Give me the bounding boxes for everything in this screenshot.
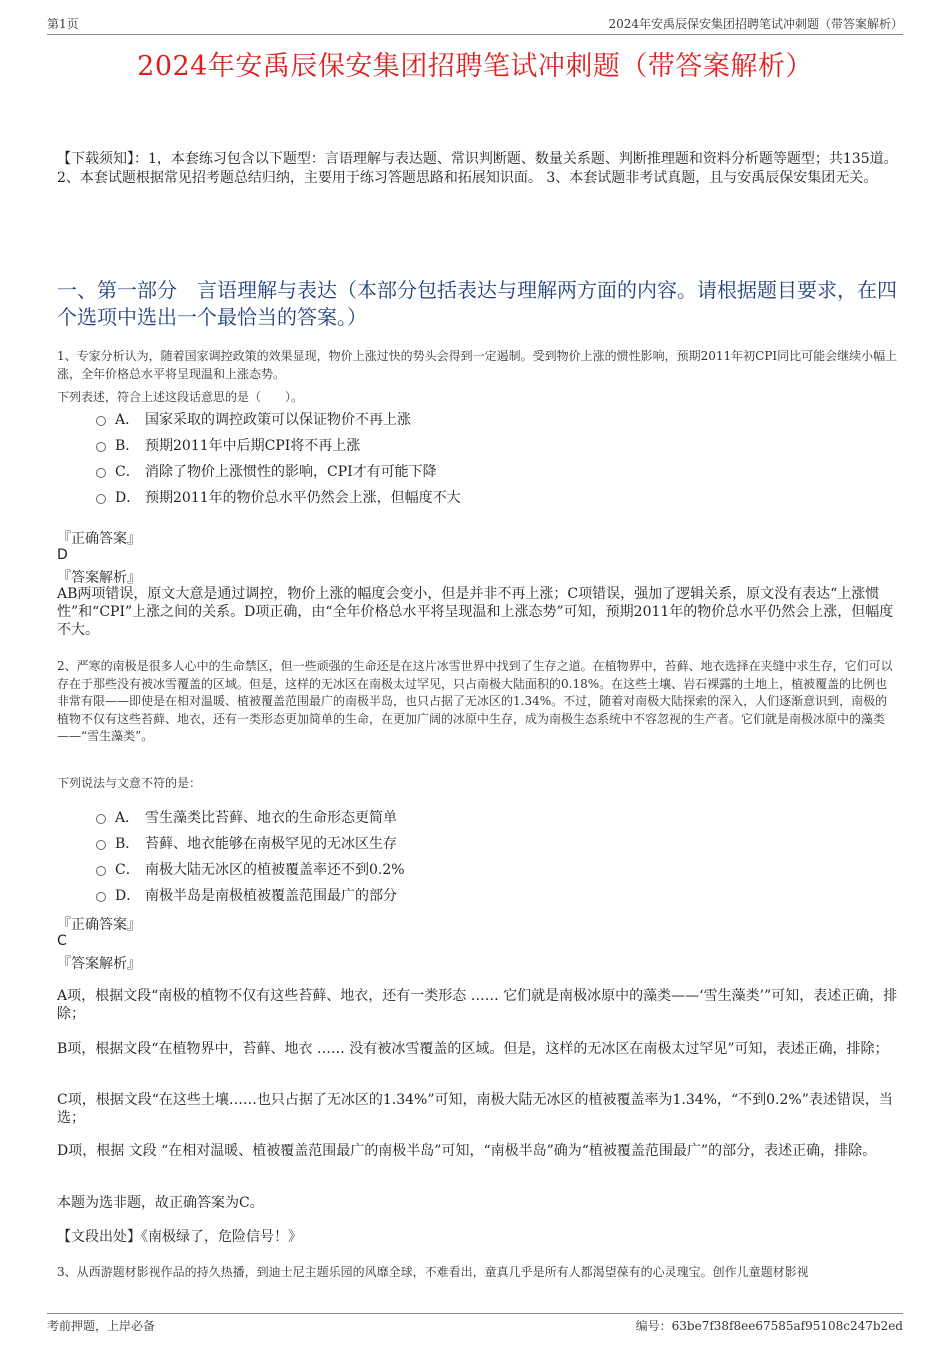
radio-icon[interactable] bbox=[96, 814, 106, 824]
question-2-ask: 下列说法与文意不符的是： bbox=[57, 776, 202, 790]
radio-icon[interactable] bbox=[96, 416, 106, 426]
page-number: 第1页 bbox=[47, 17, 79, 31]
analysis-label: 『答案解析』 bbox=[57, 570, 141, 586]
document-title: 2024年安禹辰保安集团招聘笔试冲刺题（带答案解析） bbox=[137, 51, 813, 82]
passage-source: 【文段出处】《南极绿了，危险信号！》 bbox=[57, 1229, 302, 1245]
analysis-conclusion: 本题为选非题，故正确答案为C。 bbox=[57, 1195, 264, 1211]
analysis-item-d: D项，根据 文段 “在相对温暖、植被覆盖范围最广的南极半岛”可知，“南极半岛”确为“植被覆盖范围最广”的部分，表述正确，排除。 bbox=[57, 1143, 877, 1159]
question-3-stem: 3、从西游题材影视作品的持久热播，到迪士尼主题乐园的风靡全球，不难看出，童真几乎是所有人都渴望葆有的心灵瑰宝。创作儿童题材影视 bbox=[57, 1265, 809, 1279]
radio-icon[interactable] bbox=[96, 840, 106, 850]
section-heading: 一、第一部分 言语理解与表达（本部分包括表达与理解两方面的内容。请根据题目要求，在四个选项中选出一个最恰当的答案。） bbox=[57, 278, 897, 329]
answer-value: D bbox=[57, 547, 68, 563]
answer-value: C bbox=[57, 933, 67, 949]
analysis-item-c: C项，根据文段“在这些土壤……也只占据了无冰区的1.34%”可知，南极大陆无冰区的植被覆盖率为1.34%，“不到0.2%”表述错误，当选； bbox=[57, 1092, 893, 1126]
option-b[interactable]: B． 苔藓、地衣能够在南极罕见的无冰区生存 bbox=[96, 830, 405, 856]
radio-icon[interactable] bbox=[96, 442, 106, 452]
option-a[interactable]: A． 国家采取的调控政策可以保证物价不再上涨 bbox=[96, 406, 461, 432]
footer-slogan: 考前押题，上岸必备 bbox=[47, 1319, 156, 1333]
answer-label: 『正确答案』 bbox=[57, 917, 141, 933]
analysis-label: 『答案解析』 bbox=[57, 956, 141, 972]
option-c[interactable]: C． 南极大陆无冰区的植被覆盖率还不到0.2% bbox=[96, 856, 405, 882]
question-1-options bbox=[96, 406, 461, 510]
option-b[interactable]: B． 预期2011年中后期CPI将不再上涨 bbox=[96, 432, 461, 458]
footer-serial: 编号：63be7f38f8ee67585af95108c247b2ed bbox=[635, 1319, 903, 1333]
radio-icon[interactable] bbox=[96, 866, 106, 876]
question-1-stem: 1、专家分析认为，随着国家调控政策的效果显现，物价上涨过快的势头会得到一定遏制。受到物价上涨的惯性影响，预期2011年初CPI同比可能会继续小幅上涨，全年价格总水平将呈现温和上涨态势。 bbox=[57, 349, 898, 381]
analysis-item-a: A项，根据文段“南极的植物不仅有这些苔藓、地衣，还有一类形态 …… 它们就是南极冰原中的藻类——‘雪生藻类’”可知，表述正确，排除； bbox=[57, 988, 898, 1022]
radio-icon[interactable] bbox=[96, 494, 106, 504]
option-c[interactable]: C． 消除了物价上涨惯性的影响，CPI才有可能下降 bbox=[96, 458, 461, 484]
answer-label: 『正确答案』 bbox=[57, 531, 141, 547]
download-notice: 【下载须知】：1，本套练习包含以下题型：言语理解与表达题、常识判断题、数量关系题、判断推理题和资料分析题等题型；共135道。 2、本套试题根据常见招考题总结归纳，主要用于练习答题思路和拓展知识面。 3、本套试题非考试真题，且与安禹辰保安集团无关。 bbox=[57, 151, 898, 186]
page-header bbox=[47, 14, 903, 35]
option-d[interactable]: D． 预期2011年的物价总水平仍然会上涨，但幅度不大 bbox=[96, 484, 461, 510]
analysis-text: AB两项错误，原文大意是通过调控，物价上涨的幅度会变小，但是并非不再上涨；C项错误，强加了逻辑关系，原文没有表达“上涨惯性”和“CPI”上涨之间的关系。D项正确，由“全年价格总水平将呈现温和上涨态势”可知，预期2011年的物价总水平仍然会上涨，但幅度不大。 bbox=[57, 586, 894, 638]
question-1-ask: 下列表述，符合上述这段话意思的是（ ）。 bbox=[57, 390, 304, 404]
page-footer bbox=[47, 1313, 903, 1335]
option-a[interactable]: A． 雪生藻类比苔藓、地衣的生命形态更简单 bbox=[96, 804, 405, 830]
header-doc-title: 2024年安禹辰保安集团招聘笔试冲刺题（带答案解析） bbox=[608, 17, 903, 31]
analysis-item-b: B项，根据文段“在植物界中，苔藓、地衣 …… 没有被冰雪覆盖的区域。但是，这样的无冰区在南极太过罕见”可知，表述正确，排除； bbox=[57, 1041, 889, 1057]
question-2-options bbox=[96, 804, 405, 908]
radio-icon[interactable] bbox=[96, 468, 106, 478]
question-2-stem: 2、严寒的南极是很多人心中的生命禁区，但一些顽强的生命还是在这片冰雪世界中找到了生存之道。在植物界中，苔藓、地衣选择在夹缝中求生存，它们可以存在于那些没有被冰雪覆盖的区域。但是，这样的无冰区在南极太过罕见，只占南极大陆面积的0.18%。在这些土壤、岩石裸露的土地上，植被覆盖的比例也非常有限——即使是在相对温暖、植被覆盖范围最广的南极半岛，也只占据了无冰区的1.34%。不过，随着对南极大陆探索的深入，人们逐渐意识到，南极的植物不仅有这些苔藓、地衣，还有一类形态更加简单的生命，在更加广阔的冰原中生存，成为南极生态系统中不容忽视的生产者。它们就是南极冰原中的藻类——“雪生藻类”。 bbox=[57, 659, 893, 743]
radio-icon[interactable] bbox=[96, 892, 106, 902]
option-d[interactable]: D． 南极半岛是南极植被覆盖范围最广的部分 bbox=[96, 882, 405, 908]
